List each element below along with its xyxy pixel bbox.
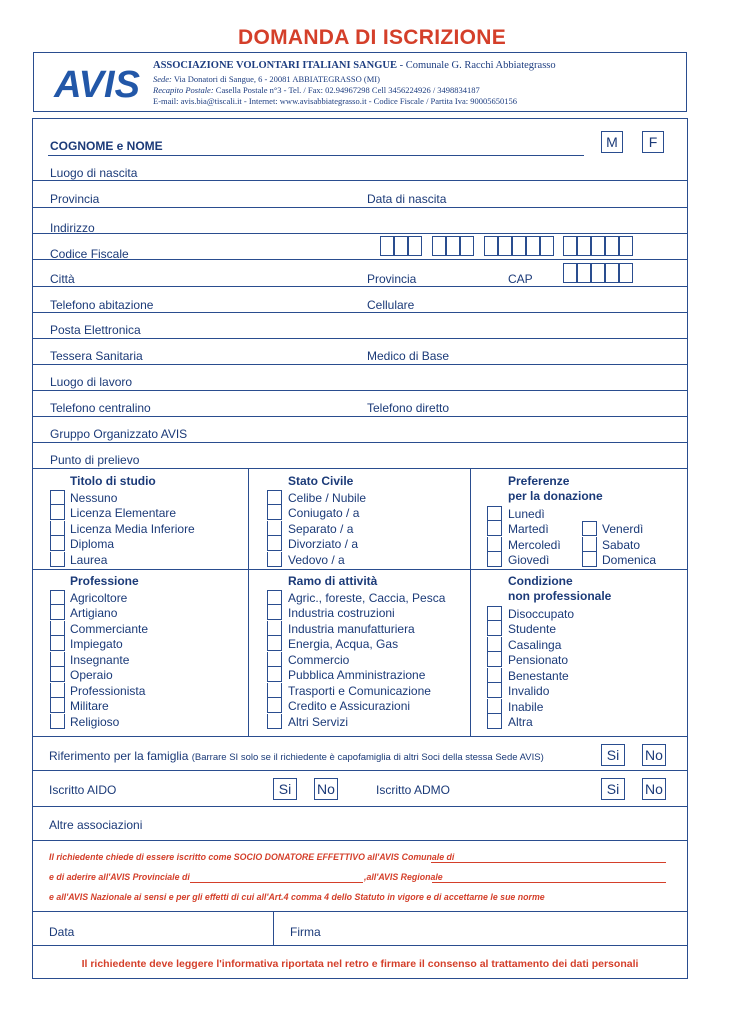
stato-civile-heading: Stato Civile <box>288 474 354 488</box>
option-label: Energia, Acqua, Gas <box>288 637 399 651</box>
condizione-heading: Condizione <box>508 574 573 588</box>
checkbox[interactable] <box>267 636 282 651</box>
birthplace-label: Luogo di nascita <box>50 166 138 180</box>
option-label: Impiegato <box>70 637 123 651</box>
option-label: Licenza Elementare <box>70 506 177 520</box>
checkbox[interactable] <box>267 621 282 636</box>
checkbox[interactable] <box>50 714 65 729</box>
option-label: Disoccupato <box>508 607 575 621</box>
checkbox[interactable] <box>50 521 65 536</box>
professione-heading: Professione <box>70 574 139 588</box>
tel-abitazione-label: Telefono abitazione <box>50 298 154 312</box>
option-label: Casalinga <box>508 638 562 652</box>
preferenze-subheading: per la donazione <box>508 489 603 503</box>
sede-line: Sede: Via Donatori di Sangue, 6 - 20081 ABBIATEGRASSO (MI) <box>153 74 380 84</box>
checkbox[interactable] <box>487 537 502 552</box>
svg-text:AVIS: AVIS <box>54 64 140 103</box>
row-divider <box>33 233 687 234</box>
cellulare-label: Cellulare <box>367 298 415 312</box>
codice-fiscale-label: Codice Fiscale <box>50 247 129 261</box>
famiglia-no-box[interactable]: No <box>642 744 666 766</box>
checkbox[interactable] <box>267 652 282 667</box>
option-label: Pensionato <box>508 653 569 667</box>
option-label: Martedì <box>508 522 549 536</box>
option-label: Religioso <box>70 715 120 729</box>
option-label: Agric., foreste, Caccia, Pesca <box>288 591 446 605</box>
option-label: Giovedì <box>508 553 550 567</box>
checkbox[interactable] <box>267 683 282 698</box>
citta-field[interactable] <box>48 286 353 287</box>
provincia2-label: Provincia <box>367 272 417 286</box>
form-title: DOMANDA DI ISCRIZIONE <box>237 26 507 49</box>
row-divider <box>33 468 687 469</box>
citta-label: Città <box>50 272 75 286</box>
checkbox[interactable] <box>50 536 65 551</box>
row-divider <box>33 259 687 260</box>
preferenze-heading: Preferenze <box>508 474 570 488</box>
option-label: Laurea <box>70 553 108 567</box>
checkbox[interactable] <box>487 699 502 714</box>
option-label: Celibe / Nubile <box>288 491 367 505</box>
privacy-footer: Il richiedente deve leggere l'informativa riportata nel retro e firmare il consenso al trattamento dei dati personali <box>81 958 639 970</box>
email-line: E-mail: avis.bia@tiscali.it - Internet: www.avisabbiategrasso.it - Codice Fiscale / Partita Iva: 90005650156 <box>153 96 517 106</box>
punto-prelievo-label: Punto di prelievo <box>50 453 140 467</box>
option-label: Studente <box>508 622 557 636</box>
checkbox[interactable] <box>50 652 65 667</box>
section-divider <box>33 569 687 570</box>
option-label: Industria costruzioni <box>288 606 395 620</box>
checkbox[interactable] <box>582 537 597 552</box>
name-field[interactable] <box>48 155 584 156</box>
checkbox[interactable] <box>267 590 282 605</box>
checkbox[interactable] <box>50 605 65 620</box>
option-label: Industria manufatturiera <box>288 622 415 636</box>
tessera-field[interactable] <box>48 364 353 365</box>
declaration-line-1: Il richiedente chiede di essere iscritto come SOCIO DONATORE EFFETTIVO all'AVIS Comunale di <box>49 852 455 862</box>
option-label: Diploma <box>70 537 115 551</box>
titolo-studio-heading: Titolo di studio <box>70 474 156 488</box>
option-label: Professionista <box>70 684 146 698</box>
row-divider <box>33 442 687 443</box>
association-name: ASSOCIAZIONE VOLONTARI ITALIANI SANGUE - Comunale G. Racchi Abbiategrasso <box>153 60 556 71</box>
checkbox[interactable] <box>50 505 65 520</box>
checkbox[interactable] <box>487 521 502 536</box>
row-divider <box>33 180 687 181</box>
checkbox[interactable] <box>487 552 502 567</box>
luogo-lavoro-label: Luogo di lavoro <box>50 375 133 389</box>
checkbox[interactable] <box>50 667 65 682</box>
row-divider <box>33 207 687 208</box>
data-label: Data <box>49 925 75 939</box>
aido-label: Iscritto AIDO <box>49 783 117 797</box>
section-divider <box>33 736 687 737</box>
checkbox[interactable] <box>50 590 65 605</box>
sex-m-box[interactable]: M <box>601 131 623 153</box>
row-divider <box>33 945 687 946</box>
checkbox[interactable] <box>50 636 65 651</box>
aido-no-box[interactable]: No <box>314 778 338 800</box>
sex-f-box[interactable]: F <box>642 131 664 153</box>
column-divider <box>273 911 274 945</box>
checkbox[interactable] <box>267 505 282 520</box>
gruppo-label: Gruppo Organizzato AVIS <box>50 427 188 441</box>
row-divider <box>33 338 687 339</box>
row-divider <box>33 806 687 807</box>
checkbox[interactable] <box>50 698 65 713</box>
medico-label: Medico di Base <box>367 349 450 363</box>
checkbox[interactable] <box>267 605 282 620</box>
option-label: Divorziato / a <box>288 537 359 551</box>
avis-logo <box>50 63 144 103</box>
checkbox[interactable] <box>267 521 282 536</box>
checkbox[interactable] <box>487 683 502 698</box>
option-label: Operaio <box>70 668 113 682</box>
checkbox[interactable] <box>50 683 65 698</box>
tel-centralino-field[interactable] <box>48 416 353 417</box>
option-label: Inabile <box>508 700 544 714</box>
checkbox[interactable] <box>582 552 597 567</box>
option-label: Nessuno <box>70 491 118 505</box>
option-label: Benestante <box>508 669 569 683</box>
option-label: Artigiano <box>70 606 118 620</box>
column-divider <box>470 468 471 736</box>
admo-no-box[interactable]: No <box>642 778 666 800</box>
indirizzo-label: Indirizzo <box>50 221 95 235</box>
altre-label: Altre associazioni <box>49 818 143 832</box>
row-divider <box>33 840 687 841</box>
cap-label: CAP <box>508 272 533 286</box>
option-label: Commercio <box>288 653 350 667</box>
option-label: Credito e Assicurazioni <box>288 699 411 713</box>
recapito-line: Recapito Postale: Casella Postale n°3 - Tel. / Fax: 02.94967298 Cell 3456224926 / 3498834187 <box>153 85 480 95</box>
option-label: Lunedì <box>508 507 545 521</box>
checkbox[interactable] <box>487 652 502 667</box>
checkbox[interactable] <box>267 552 282 567</box>
option-label: Domenica <box>602 553 657 567</box>
column-divider <box>248 468 249 736</box>
row-divider <box>33 911 687 912</box>
birthdate-label: Data di nascita <box>367 192 447 206</box>
tel-centralino-label: Telefono centralino <box>50 401 151 415</box>
checkbox[interactable] <box>50 621 65 636</box>
option-label: Altra <box>508 715 533 729</box>
name-label: COGNOME e NOME <box>50 139 163 153</box>
checkbox[interactable] <box>267 490 282 505</box>
avis-comunale-field[interactable] <box>431 862 666 863</box>
option-label: Pubblica Amministrazione <box>288 668 426 682</box>
tel-abitazione-field[interactable] <box>48 312 353 313</box>
checkbox[interactable] <box>582 521 597 536</box>
option-label: Venerdì <box>602 522 644 536</box>
provincia-label: Provincia <box>50 192 100 206</box>
checkbox[interactable] <box>487 621 502 636</box>
option-label: Militare <box>70 699 109 713</box>
avis-regionale-field[interactable] <box>432 882 666 883</box>
row-divider <box>33 390 687 391</box>
avis-provinciale-field[interactable] <box>190 882 363 883</box>
checkbox[interactable] <box>267 698 282 713</box>
firma-label: Firma <box>290 925 321 939</box>
declaration-line-3: e all'AVIS Nazionale ai sensi e per gli effetti di cui all'Art.4 comma 4 dello Statuto in vigore e di accettarne le sue norme <box>49 892 545 902</box>
condizione-subheading: non professionale <box>508 589 612 603</box>
option-label: Vedovo / a <box>288 553 345 567</box>
option-label: Commerciante <box>70 622 149 636</box>
option-label: Altri Servizi <box>288 715 349 729</box>
checkbox[interactable] <box>487 637 502 652</box>
admo-label: Iscritto ADMO <box>376 783 451 797</box>
checkbox[interactable] <box>487 606 502 621</box>
famiglia-si-box[interactable]: Si <box>601 744 625 766</box>
option-label: Insegnante <box>70 653 130 667</box>
option-label: Invalido <box>508 684 550 698</box>
admo-si-box[interactable]: Si <box>601 778 625 800</box>
declaration-line-2a: e di aderire all'AVIS Provinciale di <box>49 872 190 882</box>
checkbox[interactable] <box>267 536 282 551</box>
checkbox[interactable] <box>267 714 282 729</box>
option-label: Sabato <box>602 538 641 552</box>
option-label: Agricoltore <box>70 591 128 605</box>
declaration-line-2b: ,all'AVIS Regionale <box>364 872 443 882</box>
row-divider <box>33 770 687 771</box>
checkbox[interactable] <box>487 714 502 729</box>
checkbox[interactable] <box>50 490 65 505</box>
tessera-label: Tessera Sanitaria <box>50 349 143 363</box>
tel-diretto-field[interactable] <box>365 416 450 417</box>
option-label: Coniugato / a <box>288 506 360 520</box>
option-label: Licenza Media Inferiore <box>70 522 195 536</box>
option-label: Mercoledì <box>508 538 561 552</box>
checkbox[interactable] <box>487 506 502 521</box>
checkbox[interactable] <box>267 667 282 682</box>
email-label: Posta Elettronica <box>50 323 141 337</box>
aido-si-box[interactable]: Si <box>273 778 297 800</box>
option-label: Separato / a <box>288 522 354 536</box>
tel-diretto-label: Telefono diretto <box>367 401 450 415</box>
checkbox[interactable] <box>487 668 502 683</box>
ramo-heading: Ramo di attività <box>288 574 378 588</box>
option-label: Trasporti e Comunicazione <box>288 684 431 698</box>
famiglia-row: Riferimento per la famiglia (Barrare SI solo se il richiedente è capofamiglia di altri Soci della stessa Sede AVIS) <box>49 749 544 763</box>
checkbox[interactable] <box>50 552 65 567</box>
